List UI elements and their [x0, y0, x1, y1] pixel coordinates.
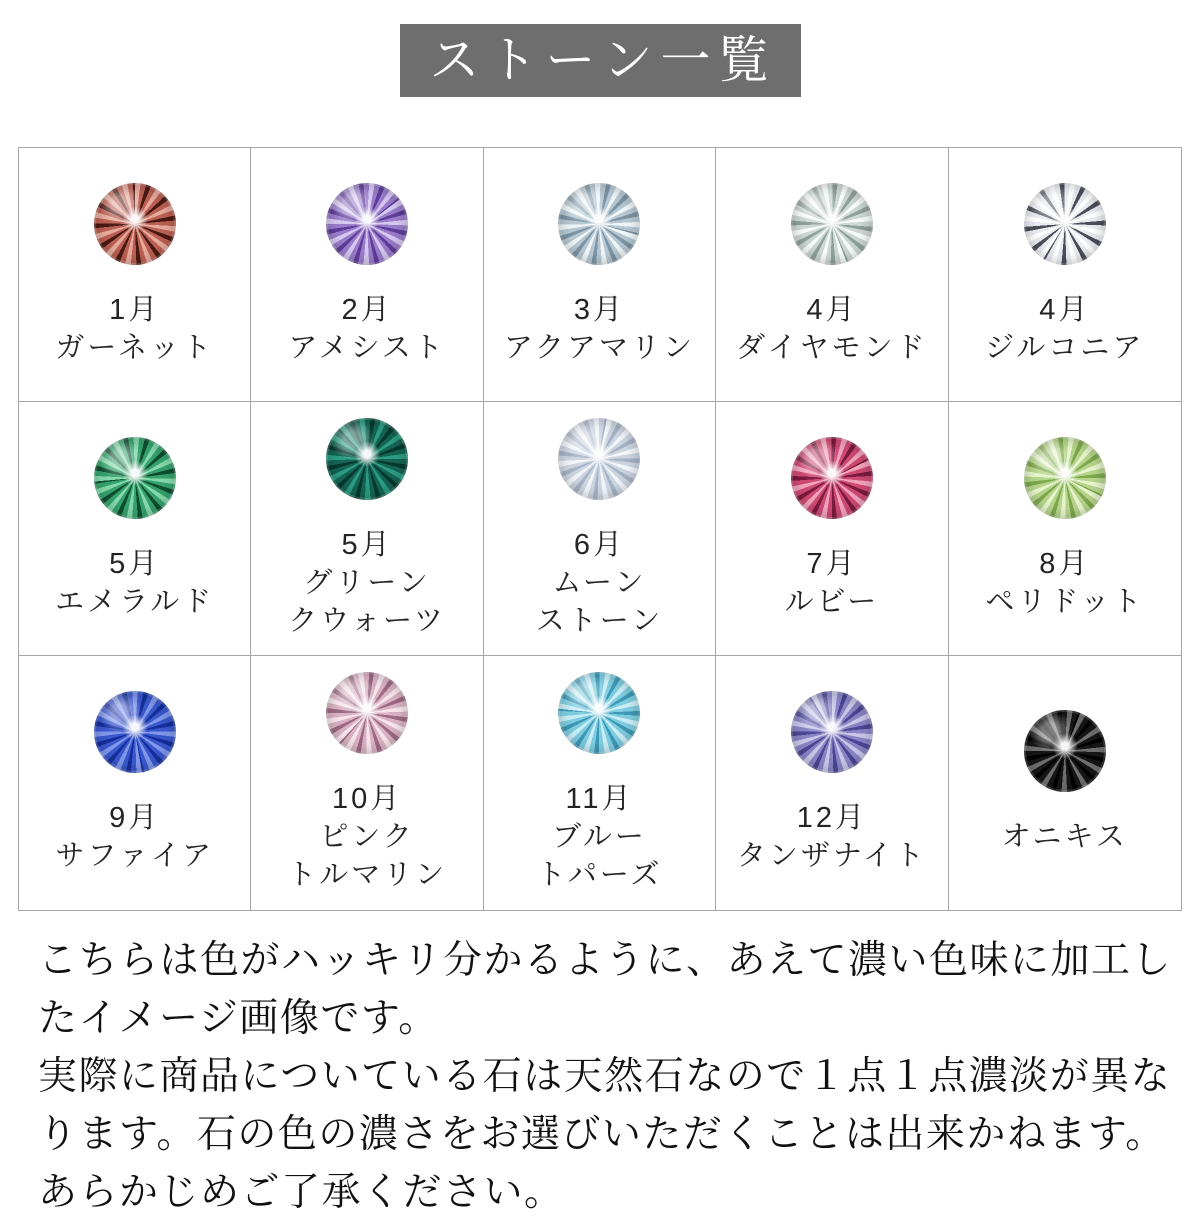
gem-peridot-icon	[1024, 437, 1106, 519]
stone-cell	[19, 148, 251, 402]
stone-cell	[251, 402, 483, 656]
stone-label	[737, 799, 927, 875]
note-line: ります。石の色の濃さをお選びいただくことは出来かねます。	[38, 1113, 1166, 1156]
stone-label	[504, 291, 695, 367]
stone-cell	[949, 656, 1181, 910]
stone-label	[288, 291, 445, 367]
stone-cell	[484, 148, 716, 402]
gem-diamond-icon	[791, 183, 873, 265]
gem-blue-topaz-icon	[558, 672, 640, 754]
stone-label-line: ストーン	[535, 604, 664, 637]
stone-label-line: ルビー	[784, 585, 880, 618]
stone-label-line: アクアマリン	[503, 331, 696, 364]
stone-label-line: ガーネット	[55, 331, 214, 364]
stone-label	[1002, 818, 1128, 856]
stone-label-line: ブルー	[552, 821, 647, 853]
stone-label-line: 12月	[796, 802, 868, 834]
stone-label	[287, 780, 447, 894]
stone-cell	[716, 656, 948, 910]
stone-label	[288, 526, 446, 640]
gem-emerald-icon	[94, 437, 176, 519]
note-line: あらかじめご了承ください。	[38, 1171, 565, 1214]
stone-cell	[484, 656, 716, 910]
stone-label-line: ジルコニア	[985, 331, 1145, 364]
stone-grid	[18, 147, 1182, 911]
stone-label-line: 1月	[109, 293, 161, 326]
gem-pink-tourmaline-icon	[326, 672, 408, 754]
stone-label-line: 10月	[331, 783, 403, 815]
gem-aquamarine-icon	[558, 183, 640, 265]
stone-label-line: 9月	[109, 802, 161, 834]
stone-label	[55, 545, 214, 621]
stone-label-line: 7月	[806, 547, 858, 580]
stone-cell	[251, 148, 483, 402]
notes-text	[38, 932, 1178, 1222]
stone-label	[55, 799, 214, 875]
note-line: こちらは色がハッキリ分かるように、あえて濃い色味に加工し	[38, 939, 1173, 982]
stone-label	[784, 545, 879, 621]
stone-label-line: タンザナイト	[736, 840, 927, 872]
stone-label-line: クウォーツ	[288, 604, 446, 637]
stone-cell	[19, 402, 251, 656]
gem-amethyst-icon	[326, 183, 408, 265]
stone-label-line: サファイア	[55, 840, 214, 872]
stone-label-line: 2月	[341, 293, 393, 326]
stone-label-line: ダイヤモンド	[736, 331, 928, 364]
stone-label	[537, 780, 663, 894]
stone-cell	[484, 402, 716, 656]
stone-label-line: アメシスト	[288, 331, 446, 364]
gem-green-quartz-icon	[326, 418, 408, 500]
stone-label-line: 11月	[565, 783, 634, 815]
gem-sapphire-icon	[94, 691, 176, 773]
stone-label-line: 5月	[341, 528, 393, 561]
stone-label-line: オニキス	[1001, 821, 1128, 853]
stone-cell	[251, 656, 483, 910]
gem-zirconia-icon	[1024, 183, 1106, 265]
note-line: 実際に商品についている石は天然石なので１点１点濃淡が異な	[38, 1055, 1172, 1098]
stone-label-line: ペリドット	[985, 585, 1145, 618]
stone-label	[536, 526, 663, 640]
stone-label-line: グリーン	[303, 566, 431, 599]
stone-label-line: ピンク	[319, 821, 415, 853]
stone-label	[985, 291, 1144, 367]
stone-cell	[19, 656, 251, 910]
stone-label-line: 4月	[806, 293, 858, 326]
stone-label	[985, 545, 1144, 621]
stone-label-line: 6月	[573, 528, 626, 561]
stone-label-line: 8月	[1039, 547, 1091, 580]
stone-cell	[716, 402, 948, 656]
stone-cell	[949, 402, 1181, 656]
stone-label-line: トルマリン	[287, 859, 448, 891]
stone-label-line: 4月	[1039, 293, 1091, 326]
stone-label-line: 3月	[573, 293, 626, 326]
stone-cell	[716, 148, 948, 402]
stone-label	[736, 291, 927, 367]
stone-label-line: トパーズ	[536, 859, 663, 891]
gem-moonstone-icon	[558, 418, 640, 500]
gem-garnet-icon	[94, 183, 176, 265]
gem-tanzanite-icon	[791, 691, 873, 773]
gem-ruby-icon	[791, 437, 873, 519]
note-line: たイメージ画像です。	[38, 997, 439, 1040]
stone-label-line: ムーン	[552, 566, 647, 599]
page-title: ストーン一覧	[400, 24, 801, 97]
stone-label-line: エメラルド	[55, 585, 215, 618]
stone-label-line: 5月	[109, 547, 161, 580]
stone-label	[55, 291, 214, 367]
stone-cell	[949, 148, 1181, 402]
gem-onyx-icon	[1024, 710, 1106, 792]
